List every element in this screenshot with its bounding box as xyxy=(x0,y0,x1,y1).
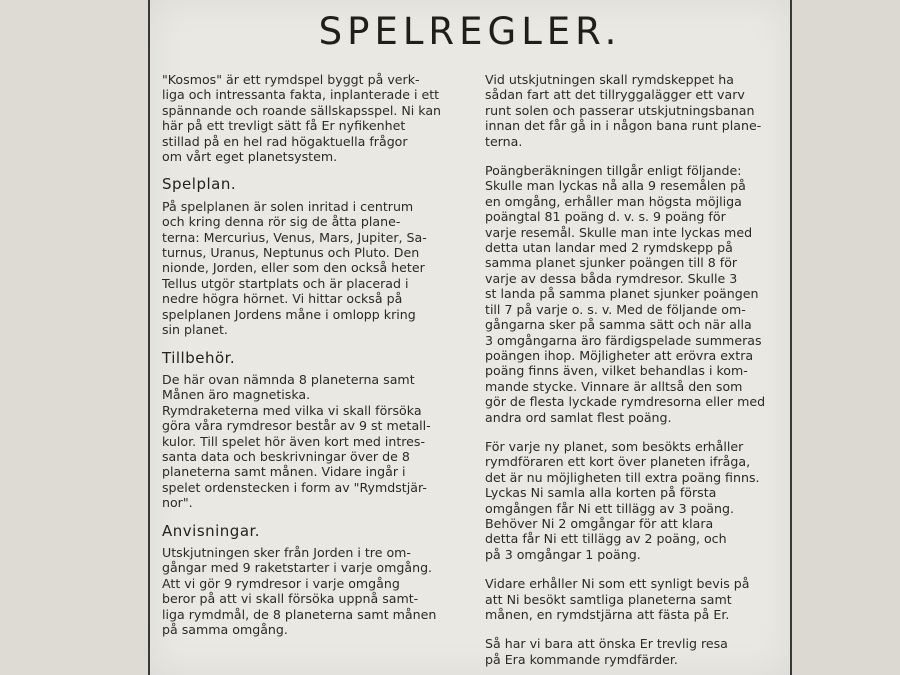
star-paragraph: Vidare erhåller Ni som ett synligt bevis på att Ni besökt samtliga planeterna samt månen, en rymdstjärna att fästa på Er. xyxy=(485,576,750,622)
closing-paragraph: Så har vi bara att önska Er trevlig resa på Era kommande rymdfärder. xyxy=(485,636,728,667)
tillbehor-paragraph: De här ovan nämnda 8 planeterna samt Månen äro magnetiska. Rymdraketerna med vilka vi skall försöka göra våra rymdresor består av 9 st metall- kulor. Till spelet hör även kort med intres- santa data och beskrivningar över de 8 planeterna samt månen. Vidare ingår i spelet ordenstecken i form av "Rymdstjär- nor". xyxy=(162,371,431,511)
heading-spelplan: Spelplan. xyxy=(162,175,237,194)
heading-tillbehor: Tillbehör. xyxy=(162,348,236,367)
heading-anvisningar: Anvisningar. xyxy=(162,521,261,540)
right-column xyxy=(485,72,777,667)
page-title: SPELREGLER. xyxy=(318,10,622,53)
rules-sheet xyxy=(148,0,792,675)
scoring-paragraph: Poängberäkningen tillgår enligt följande: Skulle man lyckas nå alla 9 resemålen på en omgång, erhåller man högsta möjliga poängtal 81 poäng d. v. s. 9 poäng för varje resemål. Skulle man inte lyckas med detta utan landar med 2 rymdskepp på samma planet sjunker poängen till 8 för varje av dessa båda rymdresor. Skulle 3 st landa på samma planet sjunker poängen till 7 på varje o. s. v. Med de följande om- gångarna sker på samma sätt och när alla 3 omgångarna äro färdigspelade summeras poängen ihop. Möjligheter att erövra extra poäng finns även, vilket behandlas i kom- mande stycke. Vinnare är alltså den som gör de flesta lyckade rymdresorna eller med andra ord samlat flest poäng. xyxy=(485,163,766,425)
left-column xyxy=(162,72,452,637)
cards-paragraph: För varje ny planet, som besökts erhåller rymdföraren ett kort över planeten ifråga, det är nu möjligheten till extra poäng finns. Lyckas Ni samla alla korten på första omgången får Ni ett tillägg av 3 poäng. Behöver Ni 2 omgångar för att klara detta får Ni ett tillägg av 2 poäng, och på 3 omgångar 1 poäng. xyxy=(485,438,760,562)
background-left xyxy=(0,0,148,675)
background-right xyxy=(790,0,900,675)
launch-paragraph: Vid utskjutningen skall rymdskeppet ha sådan fart att det tillryggalägger ett varv runt solen och passerar utskjutningsbanan innan det får gå in i någon bana runt plane- terna. xyxy=(485,72,762,149)
intro-paragraph: "Kosmos" är ett rymdspel byggt på verk- liga och intressanta fakta, inplanterade i ett spännande och roande sällskapsspel. Ni kan här på ett trevligt sätt få Er nyfikenhet stillad på en hel rad högaktuella frågor om vårt eget planetsystem. xyxy=(162,72,442,165)
anvisningar-paragraph: Utskjutningen sker från Jorden i tre om- gångar med 9 raketstarter i varje omgång. Att vi gör 9 rymdresor i varje omgång beror på att vi skall försöka uppnå samt- liga rymdmål, de 8 planeterna samt månen på samma omgång. xyxy=(162,544,437,637)
spelplan-paragraph: På spelplanen är solen inritad i centrum och kring denna rör sig de åtta plane- terna: Mercurius, Venus, Mars, Jupiter, Sa- turnus, Uranus, Neptunus och Pluto. Den nionde, Jorden, eller som den också heter Tellus utgör startplats och är placerad i nedre högra hörnet. Vi hittar också på spelplanen Jordens måne i omlopp kring sin planet. xyxy=(162,198,427,338)
